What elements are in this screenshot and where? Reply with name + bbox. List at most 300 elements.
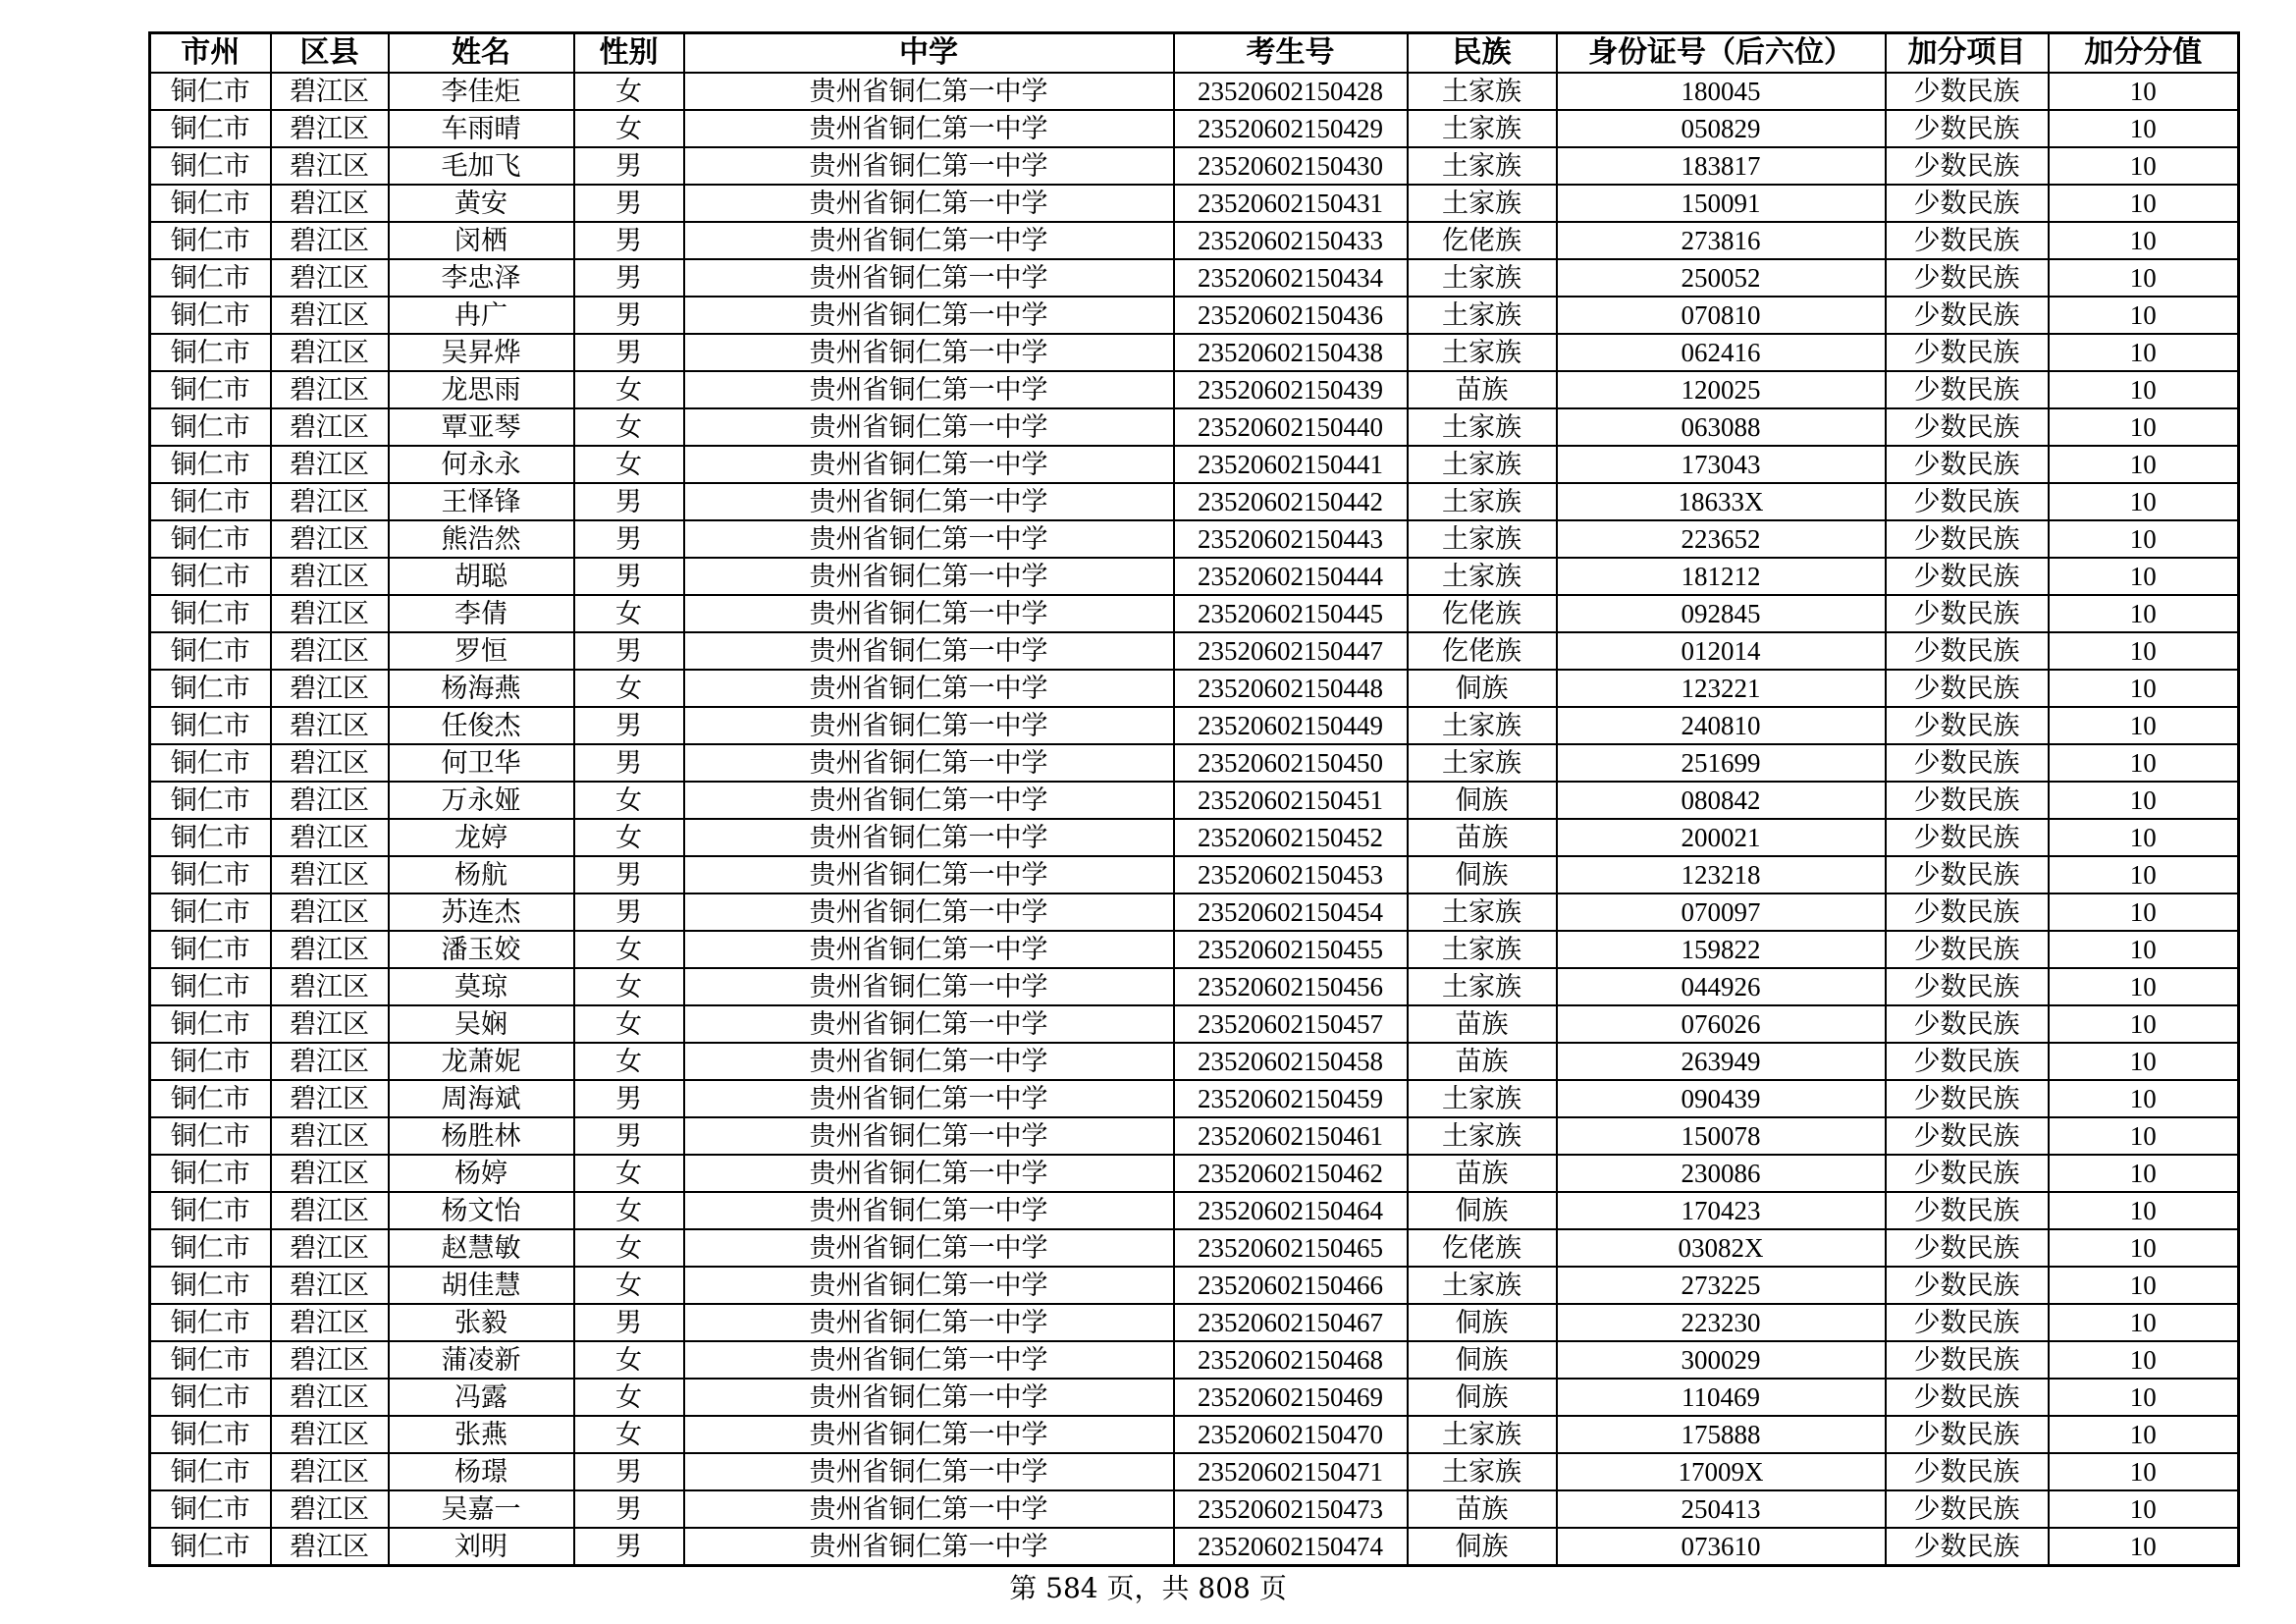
cell-bonus-points: 10 xyxy=(2049,446,2239,483)
cell-district: 碧江区 xyxy=(271,1192,389,1229)
cell-school: 贵州省铜仁第一中学 xyxy=(684,1528,1174,1566)
cell-exam-number: 23520602150434 xyxy=(1174,259,1408,297)
cell-ethnicity: 土家族 xyxy=(1408,520,1557,558)
cell-ethnicity: 侗族 xyxy=(1408,1341,1557,1379)
cell-id-last-six: 183817 xyxy=(1557,147,1886,185)
cell-ethnicity: 仡佬族 xyxy=(1408,222,1557,259)
cell-school: 贵州省铜仁第一中学 xyxy=(684,782,1174,819)
cell-bonus-item: 少数民族 xyxy=(1886,446,2049,483)
cell-ethnicity: 土家族 xyxy=(1408,968,1557,1005)
cell-school: 贵州省铜仁第一中学 xyxy=(684,408,1174,446)
cell-city: 铜仁市 xyxy=(150,1416,271,1453)
cell-bonus-points: 10 xyxy=(2049,334,2239,371)
cell-name: 吴娴 xyxy=(389,1005,574,1043)
cell-name: 莫琼 xyxy=(389,968,574,1005)
cell-bonus-points: 10 xyxy=(2049,371,2239,408)
table-row xyxy=(150,297,2239,334)
cell-name: 杨胜林 xyxy=(389,1117,574,1155)
cell-school: 贵州省铜仁第一中学 xyxy=(684,1490,1174,1528)
table-row xyxy=(150,707,2239,744)
cell-id-last-six: 120025 xyxy=(1557,371,1886,408)
cell-bonus-item: 少数民族 xyxy=(1886,259,2049,297)
table-row xyxy=(150,1155,2239,1192)
cell-exam-number: 23520602150431 xyxy=(1174,185,1408,222)
cell-city: 铜仁市 xyxy=(150,483,271,520)
cell-school: 贵州省铜仁第一中学 xyxy=(684,1043,1174,1080)
cell-district: 碧江区 xyxy=(271,670,389,707)
cell-district: 碧江区 xyxy=(271,1117,389,1155)
cell-gender: 女 xyxy=(574,1005,684,1043)
cell-exam-number: 23520602150443 xyxy=(1174,520,1408,558)
cell-name: 周海斌 xyxy=(389,1080,574,1117)
cell-name: 潘玉姣 xyxy=(389,931,574,968)
cell-city: 铜仁市 xyxy=(150,1043,271,1080)
table-body xyxy=(150,73,2239,1566)
cell-ethnicity: 土家族 xyxy=(1408,297,1557,334)
cell-bonus-item: 少数民族 xyxy=(1886,1043,2049,1080)
cell-gender: 男 xyxy=(574,1490,684,1528)
cell-id-last-six: 092845 xyxy=(1557,595,1886,632)
cell-bonus-item: 少数民族 xyxy=(1886,1416,2049,1453)
header-school: 中学 xyxy=(684,33,1174,74)
cell-city: 铜仁市 xyxy=(150,110,271,147)
cell-bonus-points: 10 xyxy=(2049,1490,2239,1528)
cell-district: 碧江区 xyxy=(271,185,389,222)
cell-district: 碧江区 xyxy=(271,632,389,670)
cell-district: 碧江区 xyxy=(271,73,389,110)
cell-exam-number: 23520602150465 xyxy=(1174,1229,1408,1267)
cell-exam-number: 23520602150430 xyxy=(1174,147,1408,185)
table-row xyxy=(150,408,2239,446)
cell-exam-number: 23520602150467 xyxy=(1174,1304,1408,1341)
cell-name: 万永娅 xyxy=(389,782,574,819)
header-bonus-item: 加分项目 xyxy=(1886,33,2049,74)
cell-city: 铜仁市 xyxy=(150,893,271,931)
cell-name: 罗恒 xyxy=(389,632,574,670)
cell-district: 碧江区 xyxy=(271,1080,389,1117)
cell-bonus-points: 10 xyxy=(2049,931,2239,968)
cell-city: 铜仁市 xyxy=(150,147,271,185)
cell-gender: 女 xyxy=(574,670,684,707)
cell-gender: 女 xyxy=(574,371,684,408)
cell-gender: 女 xyxy=(574,1341,684,1379)
cell-school: 贵州省铜仁第一中学 xyxy=(684,819,1174,856)
table-row xyxy=(150,1229,2239,1267)
cell-city: 铜仁市 xyxy=(150,670,271,707)
cell-bonus-points: 10 xyxy=(2049,744,2239,782)
cell-city: 铜仁市 xyxy=(150,1229,271,1267)
cell-ethnicity: 仡佬族 xyxy=(1408,632,1557,670)
cell-id-last-six: 223652 xyxy=(1557,520,1886,558)
cell-district: 碧江区 xyxy=(271,483,389,520)
cell-id-last-six: 159822 xyxy=(1557,931,1886,968)
cell-exam-number: 23520602150439 xyxy=(1174,371,1408,408)
cell-name: 李佳炬 xyxy=(389,73,574,110)
cell-school: 贵州省铜仁第一中学 xyxy=(684,1155,1174,1192)
cell-school: 贵州省铜仁第一中学 xyxy=(684,222,1174,259)
cell-name: 任俊杰 xyxy=(389,707,574,744)
cell-id-last-six: 223230 xyxy=(1557,1304,1886,1341)
cell-id-last-six: 181212 xyxy=(1557,558,1886,595)
cell-school: 贵州省铜仁第一中学 xyxy=(684,1416,1174,1453)
cell-city: 铜仁市 xyxy=(150,931,271,968)
cell-city: 铜仁市 xyxy=(150,334,271,371)
cell-school: 贵州省铜仁第一中学 xyxy=(684,931,1174,968)
cell-gender: 男 xyxy=(574,297,684,334)
cell-city: 铜仁市 xyxy=(150,1304,271,1341)
cell-name: 王怿锋 xyxy=(389,483,574,520)
cell-city: 铜仁市 xyxy=(150,1528,271,1566)
page-number-footer: 第 584 页，共 808 页 xyxy=(1009,1572,1287,1604)
cell-bonus-points: 10 xyxy=(2049,1453,2239,1490)
cell-name: 蒲凌新 xyxy=(389,1341,574,1379)
cell-city: 铜仁市 xyxy=(150,520,271,558)
cell-city: 铜仁市 xyxy=(150,1379,271,1416)
cell-bonus-points: 10 xyxy=(2049,632,2239,670)
cell-district: 碧江区 xyxy=(271,371,389,408)
cell-bonus-points: 10 xyxy=(2049,520,2239,558)
cell-ethnicity: 土家族 xyxy=(1408,483,1557,520)
cell-bonus-points: 10 xyxy=(2049,1117,2239,1155)
cell-id-last-six: 273225 xyxy=(1557,1267,1886,1304)
cell-id-last-six: 070097 xyxy=(1557,893,1886,931)
cell-bonus-item: 少数民族 xyxy=(1886,1080,2049,1117)
cell-exam-number: 23520602150473 xyxy=(1174,1490,1408,1528)
cell-bonus-points: 10 xyxy=(2049,1005,2239,1043)
table-row xyxy=(150,1453,2239,1490)
table-row xyxy=(150,595,2239,632)
cell-exam-number: 23520602150470 xyxy=(1174,1416,1408,1453)
cell-city: 铜仁市 xyxy=(150,707,271,744)
table-row xyxy=(150,1192,2239,1229)
cell-city: 铜仁市 xyxy=(150,1192,271,1229)
cell-city: 铜仁市 xyxy=(150,744,271,782)
cell-school: 贵州省铜仁第一中学 xyxy=(684,1341,1174,1379)
cell-bonus-item: 少数民族 xyxy=(1886,73,2049,110)
cell-ethnicity: 土家族 xyxy=(1408,707,1557,744)
cell-school: 贵州省铜仁第一中学 xyxy=(684,1192,1174,1229)
cell-school: 贵州省铜仁第一中学 xyxy=(684,297,1174,334)
cell-school: 贵州省铜仁第一中学 xyxy=(684,185,1174,222)
cell-name: 张毅 xyxy=(389,1304,574,1341)
cell-exam-number: 23520602150447 xyxy=(1174,632,1408,670)
cell-id-last-six: 050829 xyxy=(1557,110,1886,147)
table-row xyxy=(150,968,2239,1005)
cell-school: 贵州省铜仁第一中学 xyxy=(684,1229,1174,1267)
table-row xyxy=(150,931,2239,968)
cell-city: 铜仁市 xyxy=(150,819,271,856)
cell-bonus-item: 少数民族 xyxy=(1886,595,2049,632)
cell-bonus-item: 少数民族 xyxy=(1886,222,2049,259)
cell-bonus-item: 少数民族 xyxy=(1886,819,2049,856)
table-row xyxy=(150,1304,2239,1341)
cell-id-last-six: 150078 xyxy=(1557,1117,1886,1155)
cell-city: 铜仁市 xyxy=(150,1117,271,1155)
cell-ethnicity: 苗族 xyxy=(1408,1490,1557,1528)
cell-id-last-six: 17009X xyxy=(1557,1453,1886,1490)
cell-bonus-item: 少数民族 xyxy=(1886,147,2049,185)
cell-ethnicity: 苗族 xyxy=(1408,819,1557,856)
cell-bonus-item: 少数民族 xyxy=(1886,1528,2049,1566)
cell-name: 吴嘉一 xyxy=(389,1490,574,1528)
cell-bonus-item: 少数民族 xyxy=(1886,408,2049,446)
cell-exam-number: 23520602150466 xyxy=(1174,1267,1408,1304)
cell-city: 铜仁市 xyxy=(150,259,271,297)
cell-ethnicity: 土家族 xyxy=(1408,110,1557,147)
cell-bonus-item: 少数民族 xyxy=(1886,185,2049,222)
cell-name: 覃亚琴 xyxy=(389,408,574,446)
cell-ethnicity: 侗族 xyxy=(1408,856,1557,893)
cell-gender: 女 xyxy=(574,782,684,819)
cell-gender: 女 xyxy=(574,931,684,968)
cell-bonus-points: 10 xyxy=(2049,73,2239,110)
cell-ethnicity: 土家族 xyxy=(1408,185,1557,222)
cell-bonus-item: 少数民族 xyxy=(1886,1304,2049,1341)
cell-bonus-points: 10 xyxy=(2049,595,2239,632)
cell-id-last-six: 073610 xyxy=(1557,1528,1886,1566)
cell-name: 杨文怡 xyxy=(389,1192,574,1229)
cell-ethnicity: 土家族 xyxy=(1408,259,1557,297)
cell-district: 碧江区 xyxy=(271,893,389,931)
cell-bonus-points: 10 xyxy=(2049,707,2239,744)
table-row xyxy=(150,1080,2239,1117)
cell-name: 杨海燕 xyxy=(389,670,574,707)
cell-gender: 男 xyxy=(574,1304,684,1341)
cell-id-last-six: 263949 xyxy=(1557,1043,1886,1080)
table-row xyxy=(150,782,2239,819)
cell-district: 碧江区 xyxy=(271,931,389,968)
cell-gender: 男 xyxy=(574,893,684,931)
cell-city: 铜仁市 xyxy=(150,185,271,222)
cell-id-last-six: 170423 xyxy=(1557,1192,1886,1229)
cell-bonus-points: 10 xyxy=(2049,259,2239,297)
cell-district: 碧江区 xyxy=(271,446,389,483)
cell-bonus-item: 少数民族 xyxy=(1886,520,2049,558)
table-row xyxy=(150,1379,2239,1416)
cell-id-last-six: 076026 xyxy=(1557,1005,1886,1043)
cell-gender: 女 xyxy=(574,819,684,856)
cell-city: 铜仁市 xyxy=(150,1267,271,1304)
cell-school: 贵州省铜仁第一中学 xyxy=(684,558,1174,595)
cell-gender: 男 xyxy=(574,856,684,893)
cell-gender: 女 xyxy=(574,1043,684,1080)
table-row xyxy=(150,185,2239,222)
cell-bonus-points: 10 xyxy=(2049,1192,2239,1229)
cell-gender: 男 xyxy=(574,185,684,222)
cell-school: 贵州省铜仁第一中学 xyxy=(684,893,1174,931)
cell-exam-number: 23520602150442 xyxy=(1174,483,1408,520)
cell-name: 张燕 xyxy=(389,1416,574,1453)
cell-school: 贵州省铜仁第一中学 xyxy=(684,371,1174,408)
cell-name: 冯露 xyxy=(389,1379,574,1416)
cell-ethnicity: 苗族 xyxy=(1408,371,1557,408)
cell-id-last-six: 03082X xyxy=(1557,1229,1886,1267)
cell-district: 碧江区 xyxy=(271,147,389,185)
cell-name: 黄安 xyxy=(389,185,574,222)
cell-district: 碧江区 xyxy=(271,1490,389,1528)
cell-bonus-points: 10 xyxy=(2049,1043,2239,1080)
table-row xyxy=(150,371,2239,408)
cell-bonus-points: 10 xyxy=(2049,1416,2239,1453)
cell-gender: 男 xyxy=(574,259,684,297)
cell-city: 铜仁市 xyxy=(150,446,271,483)
cell-bonus-points: 10 xyxy=(2049,893,2239,931)
cell-school: 贵州省铜仁第一中学 xyxy=(684,632,1174,670)
cell-city: 铜仁市 xyxy=(150,1005,271,1043)
cell-ethnicity: 侗族 xyxy=(1408,1192,1557,1229)
cell-gender: 男 xyxy=(574,147,684,185)
cell-id-last-six: 173043 xyxy=(1557,446,1886,483)
cell-ethnicity: 土家族 xyxy=(1408,446,1557,483)
cell-ethnicity: 仡佬族 xyxy=(1408,595,1557,632)
cell-district: 碧江区 xyxy=(271,297,389,334)
cell-name: 杨婷 xyxy=(389,1155,574,1192)
cell-exam-number: 23520602150436 xyxy=(1174,297,1408,334)
cell-ethnicity: 侗族 xyxy=(1408,1528,1557,1566)
cell-bonus-points: 10 xyxy=(2049,1379,2239,1416)
cell-gender: 男 xyxy=(574,707,684,744)
cell-name: 何永永 xyxy=(389,446,574,483)
cell-city: 铜仁市 xyxy=(150,1453,271,1490)
cell-city: 铜仁市 xyxy=(150,1080,271,1117)
cell-bonus-item: 少数民族 xyxy=(1886,558,2049,595)
cell-ethnicity: 土家族 xyxy=(1408,73,1557,110)
cell-district: 碧江区 xyxy=(271,334,389,371)
cell-exam-number: 23520602150461 xyxy=(1174,1117,1408,1155)
table-row xyxy=(150,446,2239,483)
cell-district: 碧江区 xyxy=(271,520,389,558)
table-row xyxy=(150,1341,2239,1379)
cell-ethnicity: 侗族 xyxy=(1408,670,1557,707)
cell-bonus-item: 少数民族 xyxy=(1886,968,2049,1005)
cell-exam-number: 23520602150462 xyxy=(1174,1155,1408,1192)
cell-bonus-points: 10 xyxy=(2049,483,2239,520)
cell-city: 铜仁市 xyxy=(150,856,271,893)
cell-id-last-six: 044926 xyxy=(1557,968,1886,1005)
cell-id-last-six: 230086 xyxy=(1557,1155,1886,1192)
table-row xyxy=(150,73,2239,110)
table-row xyxy=(150,632,2239,670)
table-row xyxy=(150,893,2239,931)
header-district: 区县 xyxy=(271,33,389,74)
cell-bonus-item: 少数民族 xyxy=(1886,1229,2049,1267)
cell-bonus-points: 10 xyxy=(2049,819,2239,856)
cell-id-last-six: 200021 xyxy=(1557,819,1886,856)
cell-id-last-six: 180045 xyxy=(1557,73,1886,110)
cell-district: 碧江区 xyxy=(271,1005,389,1043)
cell-id-last-six: 063088 xyxy=(1557,408,1886,446)
cell-ethnicity: 土家族 xyxy=(1408,147,1557,185)
cell-gender: 男 xyxy=(574,558,684,595)
cell-bonus-item: 少数民族 xyxy=(1886,1155,2049,1192)
cell-bonus-points: 10 xyxy=(2049,1528,2239,1566)
cell-school: 贵州省铜仁第一中学 xyxy=(684,520,1174,558)
cell-district: 碧江区 xyxy=(271,1155,389,1192)
cell-school: 贵州省铜仁第一中学 xyxy=(684,1005,1174,1043)
cell-city: 铜仁市 xyxy=(150,1490,271,1528)
cell-city: 铜仁市 xyxy=(150,73,271,110)
table-row xyxy=(150,1043,2239,1080)
cell-id-last-six: 18633X xyxy=(1557,483,1886,520)
cell-district: 碧江区 xyxy=(271,1416,389,1453)
cell-exam-number: 23520602150455 xyxy=(1174,931,1408,968)
cell-city: 铜仁市 xyxy=(150,1341,271,1379)
cell-ethnicity: 土家族 xyxy=(1408,893,1557,931)
cell-city: 铜仁市 xyxy=(150,222,271,259)
cell-bonus-points: 10 xyxy=(2049,1229,2239,1267)
cell-gender: 女 xyxy=(574,446,684,483)
cell-gender: 女 xyxy=(574,1229,684,1267)
cell-gender: 男 xyxy=(574,1528,684,1566)
cell-bonus-item: 少数民族 xyxy=(1886,1490,2049,1528)
cell-district: 碧江区 xyxy=(271,968,389,1005)
table-row xyxy=(150,1528,2239,1566)
cell-name: 胡聪 xyxy=(389,558,574,595)
cell-exam-number: 23520602150469 xyxy=(1174,1379,1408,1416)
cell-name: 龙思雨 xyxy=(389,371,574,408)
cell-exam-number: 23520602150433 xyxy=(1174,222,1408,259)
cell-name: 杨璟 xyxy=(389,1453,574,1490)
cell-city: 铜仁市 xyxy=(150,371,271,408)
table-row xyxy=(150,1416,2239,1453)
header-gender: 性别 xyxy=(574,33,684,74)
cell-district: 碧江区 xyxy=(271,408,389,446)
cell-exam-number: 23520602150456 xyxy=(1174,968,1408,1005)
table-row xyxy=(150,147,2239,185)
cell-exam-number: 23520602150444 xyxy=(1174,558,1408,595)
cell-exam-number: 23520602150440 xyxy=(1174,408,1408,446)
cell-bonus-points: 10 xyxy=(2049,558,2239,595)
cell-id-last-six: 273816 xyxy=(1557,222,1886,259)
table-row xyxy=(150,1490,2239,1528)
cell-gender: 女 xyxy=(574,968,684,1005)
table-row xyxy=(150,1117,2239,1155)
cell-school: 贵州省铜仁第一中学 xyxy=(684,1267,1174,1304)
cell-bonus-points: 10 xyxy=(2049,408,2239,446)
cell-school: 贵州省铜仁第一中学 xyxy=(684,259,1174,297)
cell-bonus-item: 少数民族 xyxy=(1886,334,2049,371)
cell-exam-number: 23520602150471 xyxy=(1174,1453,1408,1490)
cell-id-last-six: 080842 xyxy=(1557,782,1886,819)
cell-bonus-points: 10 xyxy=(2049,1341,2239,1379)
cell-name: 闵栖 xyxy=(389,222,574,259)
cell-district: 碧江区 xyxy=(271,595,389,632)
cell-name: 吴昇烨 xyxy=(389,334,574,371)
cell-exam-number: 23520602150468 xyxy=(1174,1341,1408,1379)
cell-district: 碧江区 xyxy=(271,1379,389,1416)
cell-bonus-item: 少数民族 xyxy=(1886,670,2049,707)
cell-school: 贵州省铜仁第一中学 xyxy=(684,856,1174,893)
cell-bonus-item: 少数民族 xyxy=(1886,371,2049,408)
cell-district: 碧江区 xyxy=(271,1267,389,1304)
cell-gender: 女 xyxy=(574,1379,684,1416)
table-row xyxy=(150,259,2239,297)
cell-bonus-item: 少数民族 xyxy=(1886,1453,2049,1490)
cell-district: 碧江区 xyxy=(271,1528,389,1566)
table-row xyxy=(150,558,2239,595)
table-header-row xyxy=(150,33,2239,74)
cell-school: 贵州省铜仁第一中学 xyxy=(684,707,1174,744)
cell-district: 碧江区 xyxy=(271,819,389,856)
cell-exam-number: 23520602150464 xyxy=(1174,1192,1408,1229)
cell-district: 碧江区 xyxy=(271,222,389,259)
header-id-last-six: 身份证号（后六位） xyxy=(1557,33,1886,74)
cell-district: 碧江区 xyxy=(271,1043,389,1080)
cell-id-last-six: 175888 xyxy=(1557,1416,1886,1453)
cell-bonus-points: 10 xyxy=(2049,782,2239,819)
cell-ethnicity: 侗族 xyxy=(1408,1304,1557,1341)
cell-bonus-points: 10 xyxy=(2049,1080,2239,1117)
